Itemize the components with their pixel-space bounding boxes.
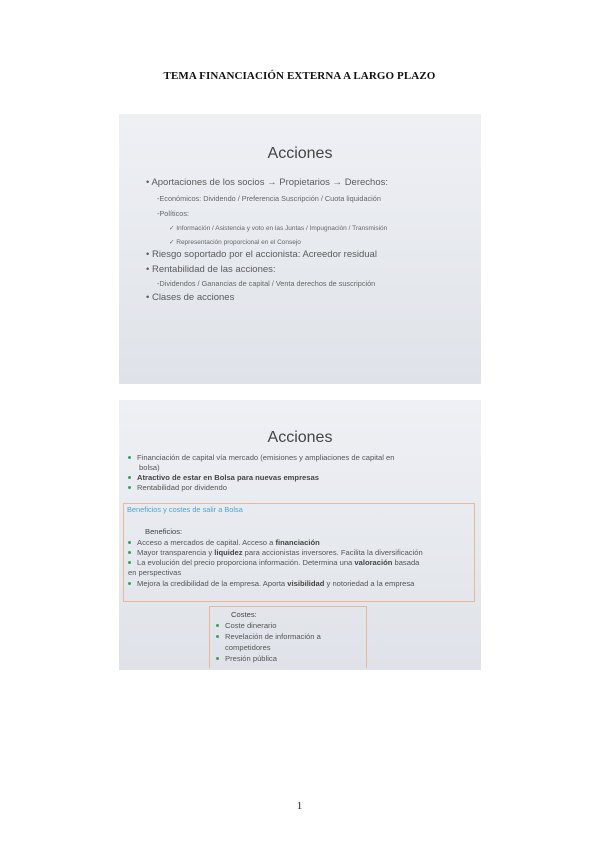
beneficio-line: en perspectivas	[128, 568, 182, 577]
slide-1	[119, 114, 481, 384]
bullet-icon	[128, 541, 131, 544]
beneficio-line: Mejora la credibilidad de la empresa. Aporta visibilidad y notoriedad a la empresa	[128, 579, 414, 588]
slide-1-line: • Riesgo soportado por el accionista: Acreedor residual	[146, 249, 377, 260]
coste-line: competidores	[225, 643, 271, 652]
slide-1-line: -Económicos: Dividendo / Preferencia Suscripción / Cuota liquidación	[157, 194, 381, 203]
slide-2-title: Acciones	[267, 429, 333, 446]
costes-label: Costes:	[231, 610, 257, 619]
beneficio-line: Mayor transparencia y liquidez para accionistas inversores. Facilita la diversificación	[128, 548, 423, 557]
beneficio-line: La evolución del precio proporciona información. Determina una valoración basada	[128, 558, 419, 567]
bullet-icon	[216, 624, 219, 627]
slide-1-line: -Dividendos / Ganancias de capital / Venta derechos de suscripción	[157, 279, 376, 288]
slide-2-intro-line: Atractivo de estar en Bolsa para nuevas empresas	[128, 473, 319, 482]
slide-2-intro-line: Rentabilidad por dividendo	[128, 483, 227, 492]
beneficio-line: Acceso a mercados de capital. Acceso a financiación	[128, 538, 320, 547]
bullet-icon	[128, 476, 131, 479]
slide-1-line: • Aportaciones de los socios → Propietarios → Derechos:	[146, 177, 388, 188]
bullet-icon	[128, 551, 131, 554]
slide-2-intro-line: bolsa)	[139, 463, 160, 472]
page-number: 1	[296, 800, 303, 812]
slide-1-line: • Rentabilidad de las acciones:	[146, 264, 276, 275]
bullet-icon	[128, 582, 131, 585]
slide-1-line: ✓ Representación proporcional en el Consejo	[169, 239, 301, 246]
page-title: TEMA FINANCIACIÓN EXTERNA A LARGO PLAZO	[163, 70, 436, 82]
slide-1-title: Acciones	[267, 145, 333, 162]
coste-line: Presión pública	[216, 654, 277, 663]
slide-1-line: ✓ Información / Asistencia y voto en las Juntas / Impugnación / Transmisión	[169, 225, 388, 232]
bullet-icon	[216, 657, 219, 660]
slide-2-intro-line: Financiación de capital vía mercado (emisiones y ampliaciones de capital en	[128, 453, 394, 462]
bullet-icon	[128, 561, 131, 564]
slide-2	[119, 400, 481, 670]
bullet-icon	[216, 635, 219, 638]
beneficios-label: Beneficios:	[145, 527, 183, 536]
coste-line: Coste dinerario	[216, 621, 277, 630]
box-heading: Beneficios y costes de salir a Bolsa	[127, 505, 243, 514]
slide-1-line: -Políticos:	[157, 209, 190, 218]
slide-1-line: • Clases de acciones	[146, 292, 235, 303]
bullet-icon	[128, 486, 131, 489]
coste-line: Revelación de información a	[216, 632, 321, 641]
bullet-icon	[128, 456, 131, 459]
